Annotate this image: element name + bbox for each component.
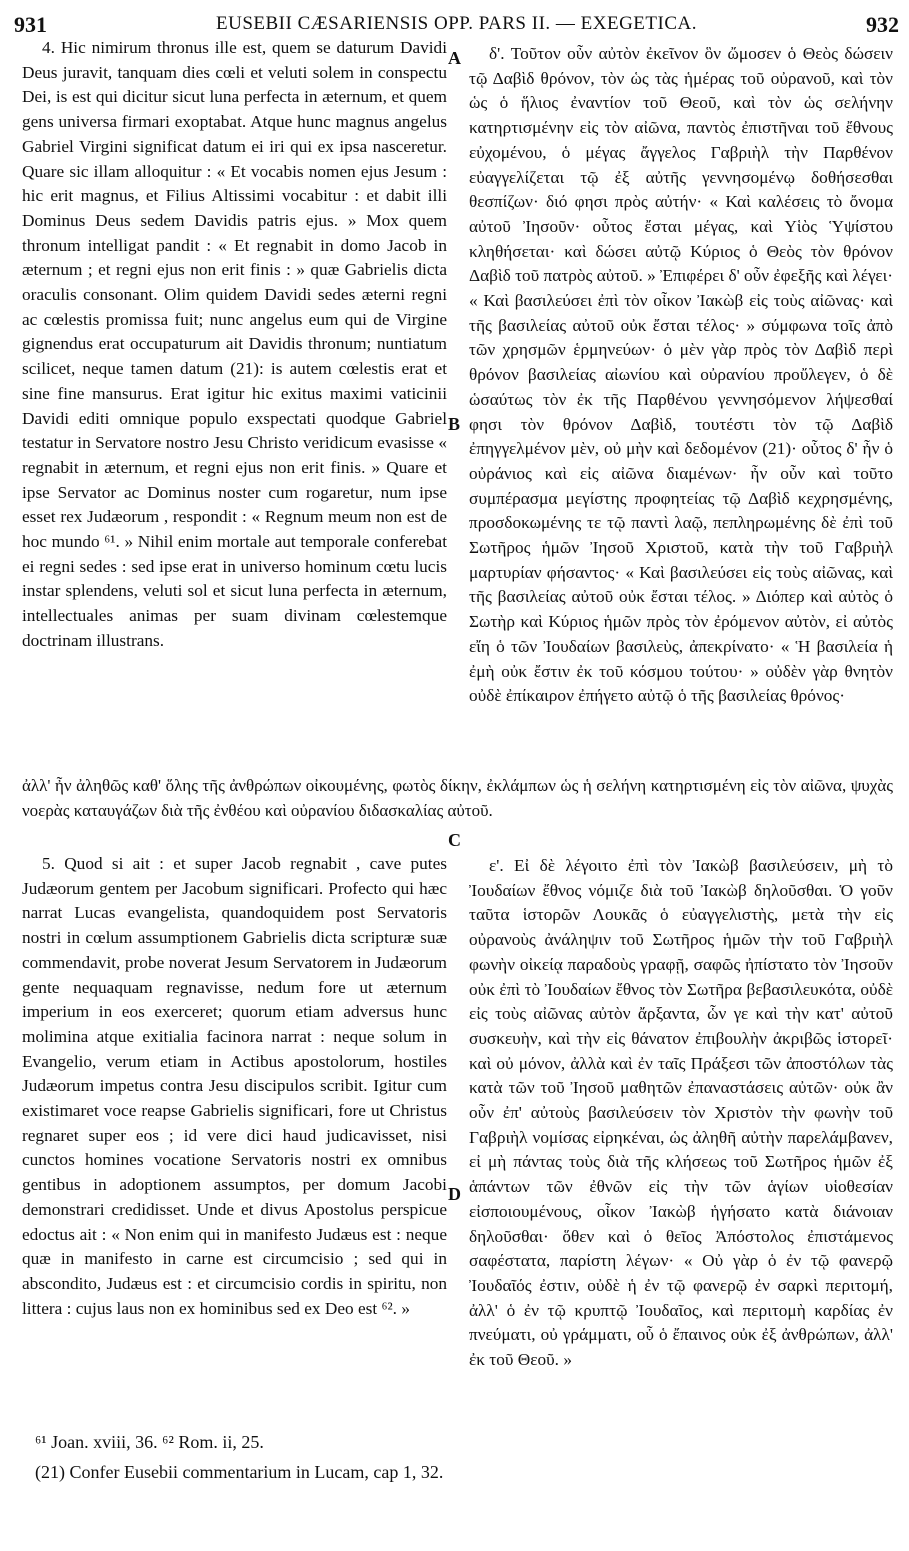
greek-wide-continuation: ἀλλ' ἦν ἀληθῶς καθ' ὅλης τῆς ἀνθρώπων οἰκουμένης, φωτὸς δίκην, ἐκλάμπων ὡς ἡ σελήνη κατηρτισμένη εἰς τὸν αἰῶνα, ψυχὰς νοερὰς καταυγάζων διὰ τῆς ἐνθέου καὶ οὐρανίου διδασκαλίας αὐτοῦ. <box>22 776 893 820</box>
page-number-left: 931 <box>14 12 47 37</box>
latin-column-top <box>22 36 447 654</box>
greek-column-top <box>469 42 893 709</box>
margin-marker-c: C <box>448 830 461 850</box>
footnote-references: ⁶¹ Joan. xviii, 36. ⁶² Rom. ii, 25. <box>35 1432 264 1452</box>
running-title: EUSEBII CÆSARIENSIS OPP. PARS II. — EXEGETICA. <box>216 13 697 34</box>
page-number-right: 932 <box>866 12 899 37</box>
margin-marker-d: D <box>448 1184 461 1204</box>
greek-paragraph-5: ε'. Εἰ δὲ λέγοιτο ἐπὶ τὸν Ἰακὼβ βασιλεύσειν, μὴ τὸ Ἰουδαίων ἔθνος νόμιζε διὰ τοῦ Ἰακὼβ δηλοῦσθαι. Ὁ γοῦν ταῦτα ἱστορῶν Λουκᾶς ὁ εὐαγγελιστὴς, μετὰ τὴν εἰς οὐρανοὺς ἀνάληψιν τοῦ Σωτῆρος ἡμῶν τὴν τοῦ Γαβριὴλ φωνὴν οἰκείᾳ παραδοὺς γραφῇ, σαφῶς ἠπίστατο τὸν Ἰησοῦν οὐκ ἐπὶ τὸ Ἰουδαίων ἔθνος τὸν Σωτῆρα βεβασιλευκότα, οὐδὲ εἰς τοὺς αἰῶνας αὐτὸν ἄρξαντα, ὧν γε καὶ τὴν κατ' αὐτοῦ συσκευὴν, καὶ τὴν εἰς θάνατον ἐπιβουλὴν ἀκριβῶς ἱστορεῖ· καὶ οὐ μόνον, ἀλλὰ καὶ ἐν ταῖς Πράξεσι τῶν ἀποστόλων τὰς κατὰ τῶν τοῦ Ἰησοῦ μαθητῶν ἐπαναστάσεις αὐτῶν· οὐκ ἂν οὖν ἐπ' αὐτοὺς βασιλεύσειν τὸν Χριστὸν τὴν φωνὴν τοῦ Γαβριὴλ νομίσας εἰρηκέναι, ὡς ἀληθῆ αὐτὴν παρελάμβανεν, εἰ μὴ πάντας τοὺς διὰ τῆς κλήσεως τοῦ Σωτῆρος ἡμῶν ἐξ ἁπάντων τῶν ἐθνῶν εἰς τὴν τῶν ἁγίων υἱοθεσίαν εἰσποιουμένους, οἶκον Ἰακὼβ ἡγήσατο κατὰ διάνοιαν δηλοῦσθαι· ὅθεν καὶ ὁ θεῖος Ἀπόστολος ἐπιστάμενος σαφέστατα, παρίστη λέγων· « Οὐ γὰρ ὁ ἐν τῷ φανερῷ Ἰουδαῖός ἐστιν, οὐδὲ ἡ ἐν τῷ φανερῷ ἐν σαρκὶ περιτομή, ἀλλ' ὁ ἐν τῷ κρυπτῷ Ἰουδαῖος, καὶ περιτομὴ καρδίας ἐν πνεύματι, οὐ γράμματι, οὗ ὁ ἔπαινος οὐκ ἐξ ἀνθρώπων, ἀλλ' ἐκ τοῦ Θεοῦ. » <box>469 856 893 1370</box>
greek-paragraph-4: δ'. Τοῦτον οὖν αὐτὸν ἐκεῖνον ὃν ὤμοσεν ὁ Θεὸς δώσειν τῷ Δαβὶδ θρόνον, τὸν ὡς τὰς ἡμέρας τοῦ οὐρανοῦ, καὶ τὸν ὡς ὁ ἥλιος ἐναντίον τοῦ Θεοῦ, καὶ τὸν ὡς σελήνην κατηρτισμένην εἰς τὸν αἰῶνα, παντὸς ἐπιστῆναι τοῦ ἔθνους εὐχομένου, ὁ μέγας ἄγγελος Γαβριὴλ τὴν Παρθένον εὐαγγελίζεται τῷ ἐξ αὐτῆς γεννησομένῳ δοθήσεσθαι θεσπίζων· διό φησι πρὸς αὐτήν· « Καὶ καλέσεις τὸ ὄνομα αὐτοῦ Ἰησοῦν· οὗτος ἔσται μέγας, καὶ Υἱὸς Ὑψίστου κληθήσεται· καὶ δώσει αὐτῷ Κύριος ὁ Θεὸς τὸν θρόνον Δαβὶδ τοῦ πατρὸς αὐτοῦ. » Ἐπιφέρει δ' οὖν ἐφεξῆς καὶ λέγει· « Καὶ βασιλεύσει ἐπὶ τὸν οἶκον Ἰακὼβ εἰς τοὺς αἰῶνας· καὶ τῆς βασιλείας αὐτοῦ οὐκ ἔσται τέλος· » σύμφωνα τοῖς ἀπὸ τῶν χρησμῶν ἑρμηνεύων· ὁ μὲν γὰρ πρὸς τὸν Δαβὶδ περὶ θρόνον βασιλείας αἰωνίου καὶ οὐρανίου προὔλεγεν, ὁ δὲ ὡσαύτως τὸν ἐκ τῆς Παρθένου γεννησόμενον λήψεσθαί φησι τὸν θρόνον Δαβὶδ, τουτέστι τὸν τῷ Δαβὶδ ἐπηγγελμένον μὲν, οὐ μὴν καὶ δεδομένον (21)· οὗτος δ' ἦν ὁ οὐράνιος καὶ εἰς αἰῶνα διαμένων· ἦν οὖν καὶ τοῦτο συμπέρασμα μεγίστης προφητείας τῷ Δαβὶδ κεχρησμένης, προσδοκωμένης τε τῷ παντὶ λαῷ, πεπληρωμένης δὲ ἐπὶ τοῦ Σωτῆρος ἡμῶν Ἰησοῦ Χριστοῦ, κατὰ τὴν τοῦ Γαβριὴλ μαρτυρίαν φήσαντος· « Καὶ βασιλεύσει εἰς τοὺς αἰῶνας, καὶ τῆς βασιλείας αὐτοῦ οὐκ ἔσται τέλος. » Διόπερ καὶ αὐτὸς ὁ Σωτὴρ καὶ Κύριος ἡμῶν πρὸς τὸν ἐρόμενον αὐτὸν, εἰ αὐτὸς εἴη ὁ τῶν Ἰουδαίων βασιλεὺς, ἀπεκρίνατο· « Ἡ βασιλεία ἡ ἐμὴ οὐκ ἔστιν ἐκ τοῦ κόσμου τούτου· » οὐδὲν γὰρ θνητὸν οὐδὲ ἐπίκαιρον ἐπήγετο αὐτῷ ὁ τῆς βασιλείας θρόνος· <box>469 44 893 706</box>
greek-column-bottom <box>469 854 893 1373</box>
footnote-21: (21) Confer Eusebii commentarium in Lucam, cap 1, 32. <box>35 1462 444 1482</box>
latin-column-bottom <box>22 852 447 1321</box>
margin-marker-a: A <box>448 48 461 68</box>
margin-marker-b: B <box>448 414 461 434</box>
latin-paragraph-5: 5. Quod si ait : et super Jacob regnabit , cave putes Judæorum gentem per Jacobum significari. Profecto qui hæc narrat Lucas evangelista, quandoquidem post Servatoris nostri in cœlum assumptionem Gabrielis dicta scripturæ suæ commendavit, probe noverat Jesum Servatorem in Judæorum gente nequaquam regnavisse, nedum fore ut æternum imperium in eos exerceret; quorum etiam adversus hunc molimina atque exitialia facinora narrat : neque solum in Evangelio, verum etiam in Actibus apostolorum, hostiles Judæorum impetus contra Jesu discipulos scribit. Igitur cum existimaret voce reapse Gabrielis significari, fore ut Christus regnaret super eos ; id vere dici haud judicavisset, nisi cunctos homines vocatione Servatoris nostri ex omnibus gentibus in adoptionem assumptos, per domum Jacobi demonstrari credidisset. Unde et divus Apostolus perspicue edoctus ait : « Non enim qui in manifesto Judæus est : neque quæ in manifesto in carne est circumcisio ; sed qui in abscondito, Judæus est : et circumcisio cordis in spiritu, non littera : cujus laus non ex hominibus sed ex Deo est ⁶². » <box>22 854 447 1318</box>
latin-paragraph-4: 4. Hic nimirum thronus ille est, quem se daturum Davidi Deus juravit, tanquam dies cœli et veluti solem in conspectu Dei, is est qui dicitur sicut luna perfecta in æternum, et quem gens universa firmari exoptabat. Atque hunc magnus angelus Gabriel Virgini significat datum ei iri qui ex ipsa nasceretur. Quare sic illam alloquitur : « Et vocabis nomen ejus Jesum : hic erit magnus, et Filius Altissimi vocabitur : et dabit illi Dominus Deus sedem Davidis patris ejus. » Mox quem thronum intelligat pandit : « Et regnabit in domo Jacob in æternum ; et regni ejus non erit finis : » quæ Gabrielis dicta oraculis consonant. Olim quidem Davidi sedes æterni regni ac cœlestis promissa fuit; nunc angelus eum qui de Virgine gignendus erat occupaturum ait Davidis thronum; nuntiatum scilicet, neque tamen datum (21): is autem cœlestis erat et sine fine mansurus. Erat igitur hic exitus maximi vaticinii Davidi editi omnique populo exspectati quodque Gabriel testatur in Servatore nostro Jesu Christo veridicum evasisse « regnabit in æternum, et regni ejus non erit finis. » Quare et ipse Servator ac Dominus noster cum rogaretur, num ipse esset rex Judæorum , respondit : « Regnum meum non est de hoc mundo ⁶¹. » Nihil enim mortale aut temporale conferebat ei regni sedes : sed ipse erat in universo hominum cœtu lucis instar splendens, veluti sol et sicut luna perfecta in æternum, intellectuales animas per suam divinam cœlestemque doctrinam illustrans. <box>22 38 447 650</box>
